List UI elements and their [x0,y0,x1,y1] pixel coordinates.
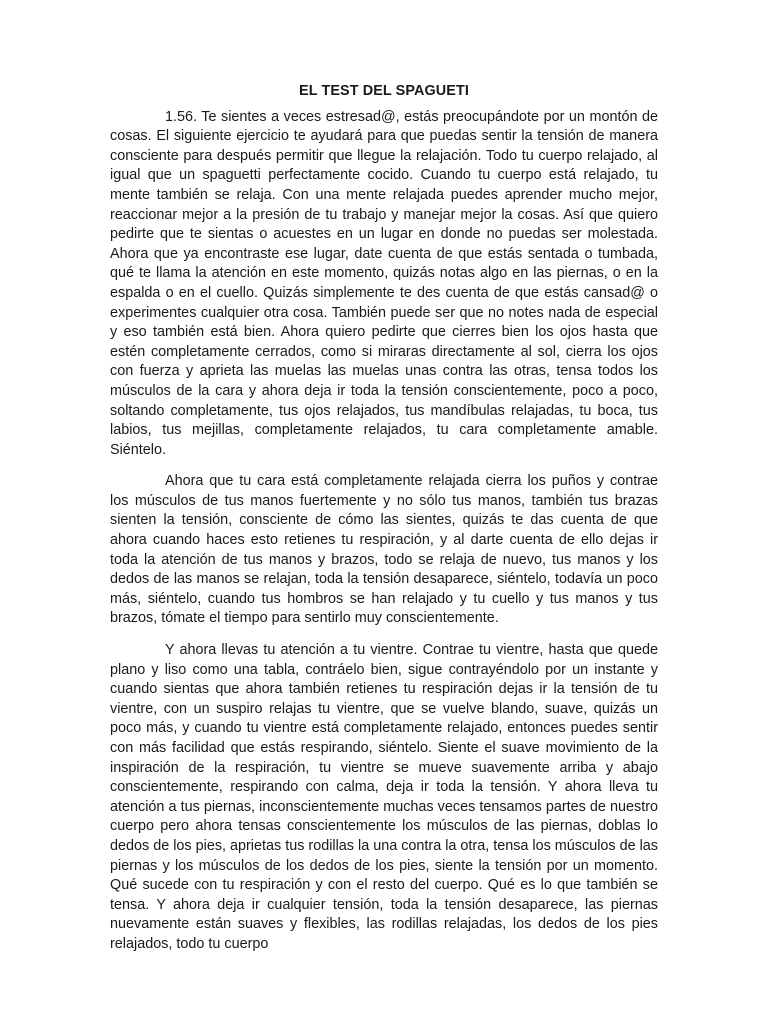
paragraph-3: Y ahora llevas tu atención a tu vientre. Contrae tu vientre, hasta que quede plano y liso como una tabla, contráelo bien, sigue contrayéndolo por un instante y cuando sientas que ahora también retienes tu respiración dejas ir la tensión de tu vientre, con un suspiro relajas tu vientre, que se vuelve blando, suave, quizás un poco más, y cuando tu vientre está completamente relajado, entonces puedes sentir con más facilidad que estás respirando, siéntelo. Siente el suave movimiento de la inspiración de la respiración, tu vientre se mueve suavemente arriba y abajo conscientemente, respirando con calma, deja ir toda la tensión. Y ahora lleva tu atención a tus piernas, inconscientemente muchas veces tensamos partes de nuestro cuerpo pero ahora tensas conscientemente los músculos de las piernas, doblas lo dedos de los pies, aprietas tus rodillas la una contra la otra, tensa los músculos de las piernas y los músculos de los dedos de los pies, siente la tensión por un momento. Qué sucede con tu respiración y con el resto del cuerpo. Qué es lo que también se tensa. Y ahora deja ir cualquier tensión, toda la tensión desaparece, las piernas nuevamente están suaves y flexibles, las rodillas relajadas, los dedos de los pies relajados, todo tu cuerpo [110,642,658,952]
paragraph-1: 1.56. Te sientes a veces estresad@, estás preocupándote por un montón de cosas. El siguiente ejercicio te ayudará para que puedas sentir la tensión de manera consciente para después permitir que llegue la relajación. Todo tu cuerpo relajado, al igual que un spaguetti perfectamente cocido. Cuando tu cuerpo está relajado, tu mente también se relaja. Con una mente relajada puedes aprender mucho mejor, reaccionar mejor a la presión de tu trabajo y manejar mejor la cosas. Así que quiero pedirte que te sientas o acuestes en un lugar en donde no puedas ser molestada. Ahora que ya encontraste ese lugar, date cuenta de que estás sentada o tumbada, qué te llama la atención en este momento, quizás notas algo en las piernas, o en la espalda o en el cuello. Quizás simplemente te des cuenta de que estás cansad@ o experimentes cualquier otra cosa. También puede ser que no notes nada de especial y eso también está bien. Ahora quiero pedirte que cierres bien los ojos hasta que estén completamente cerrados, como si miraras directamente al sol, cierra los ojos con fuerza y aprieta las muelas las muelas unas contra las otras, tensa todos los músculos de la cara y ahora deja ir toda la tensión conscientemente, poco a poco, soltando completamente, tus ojos relajados, tus mandíbulas relajadas, tu boca, tus labios, tus mejillas, completamente relajados, tu cara completamente amable. Siéntelo. [110,108,658,458]
paragraph-2: Ahora que tu cara está completamente relajada cierra los puños y contrae los músculos de tus manos fuertemente y no sólo tus manos, también tus brazas sienten la tensión, consciente de cómo las sientes, quizás te das cuenta de que ahora cuando haces esto retienes tu respiración, y al darte cuenta de ello dejas ir toda la atención de tus manos y brazos, todo se relaja de nuevo, tus manos y los dedos de las manos se relajan, toda la tensión desaparece, siéntelo, todavía un poco más, siéntelo, cuando tus hombros se han relajado y tu cuello y tus manos y tus brazos, tómate el tiempo para sentirlo muy conscientemente. [110,473,658,627]
document-title: EL TEST DEL SPAGUETI [299,83,469,99]
document-page [110,82,658,955]
